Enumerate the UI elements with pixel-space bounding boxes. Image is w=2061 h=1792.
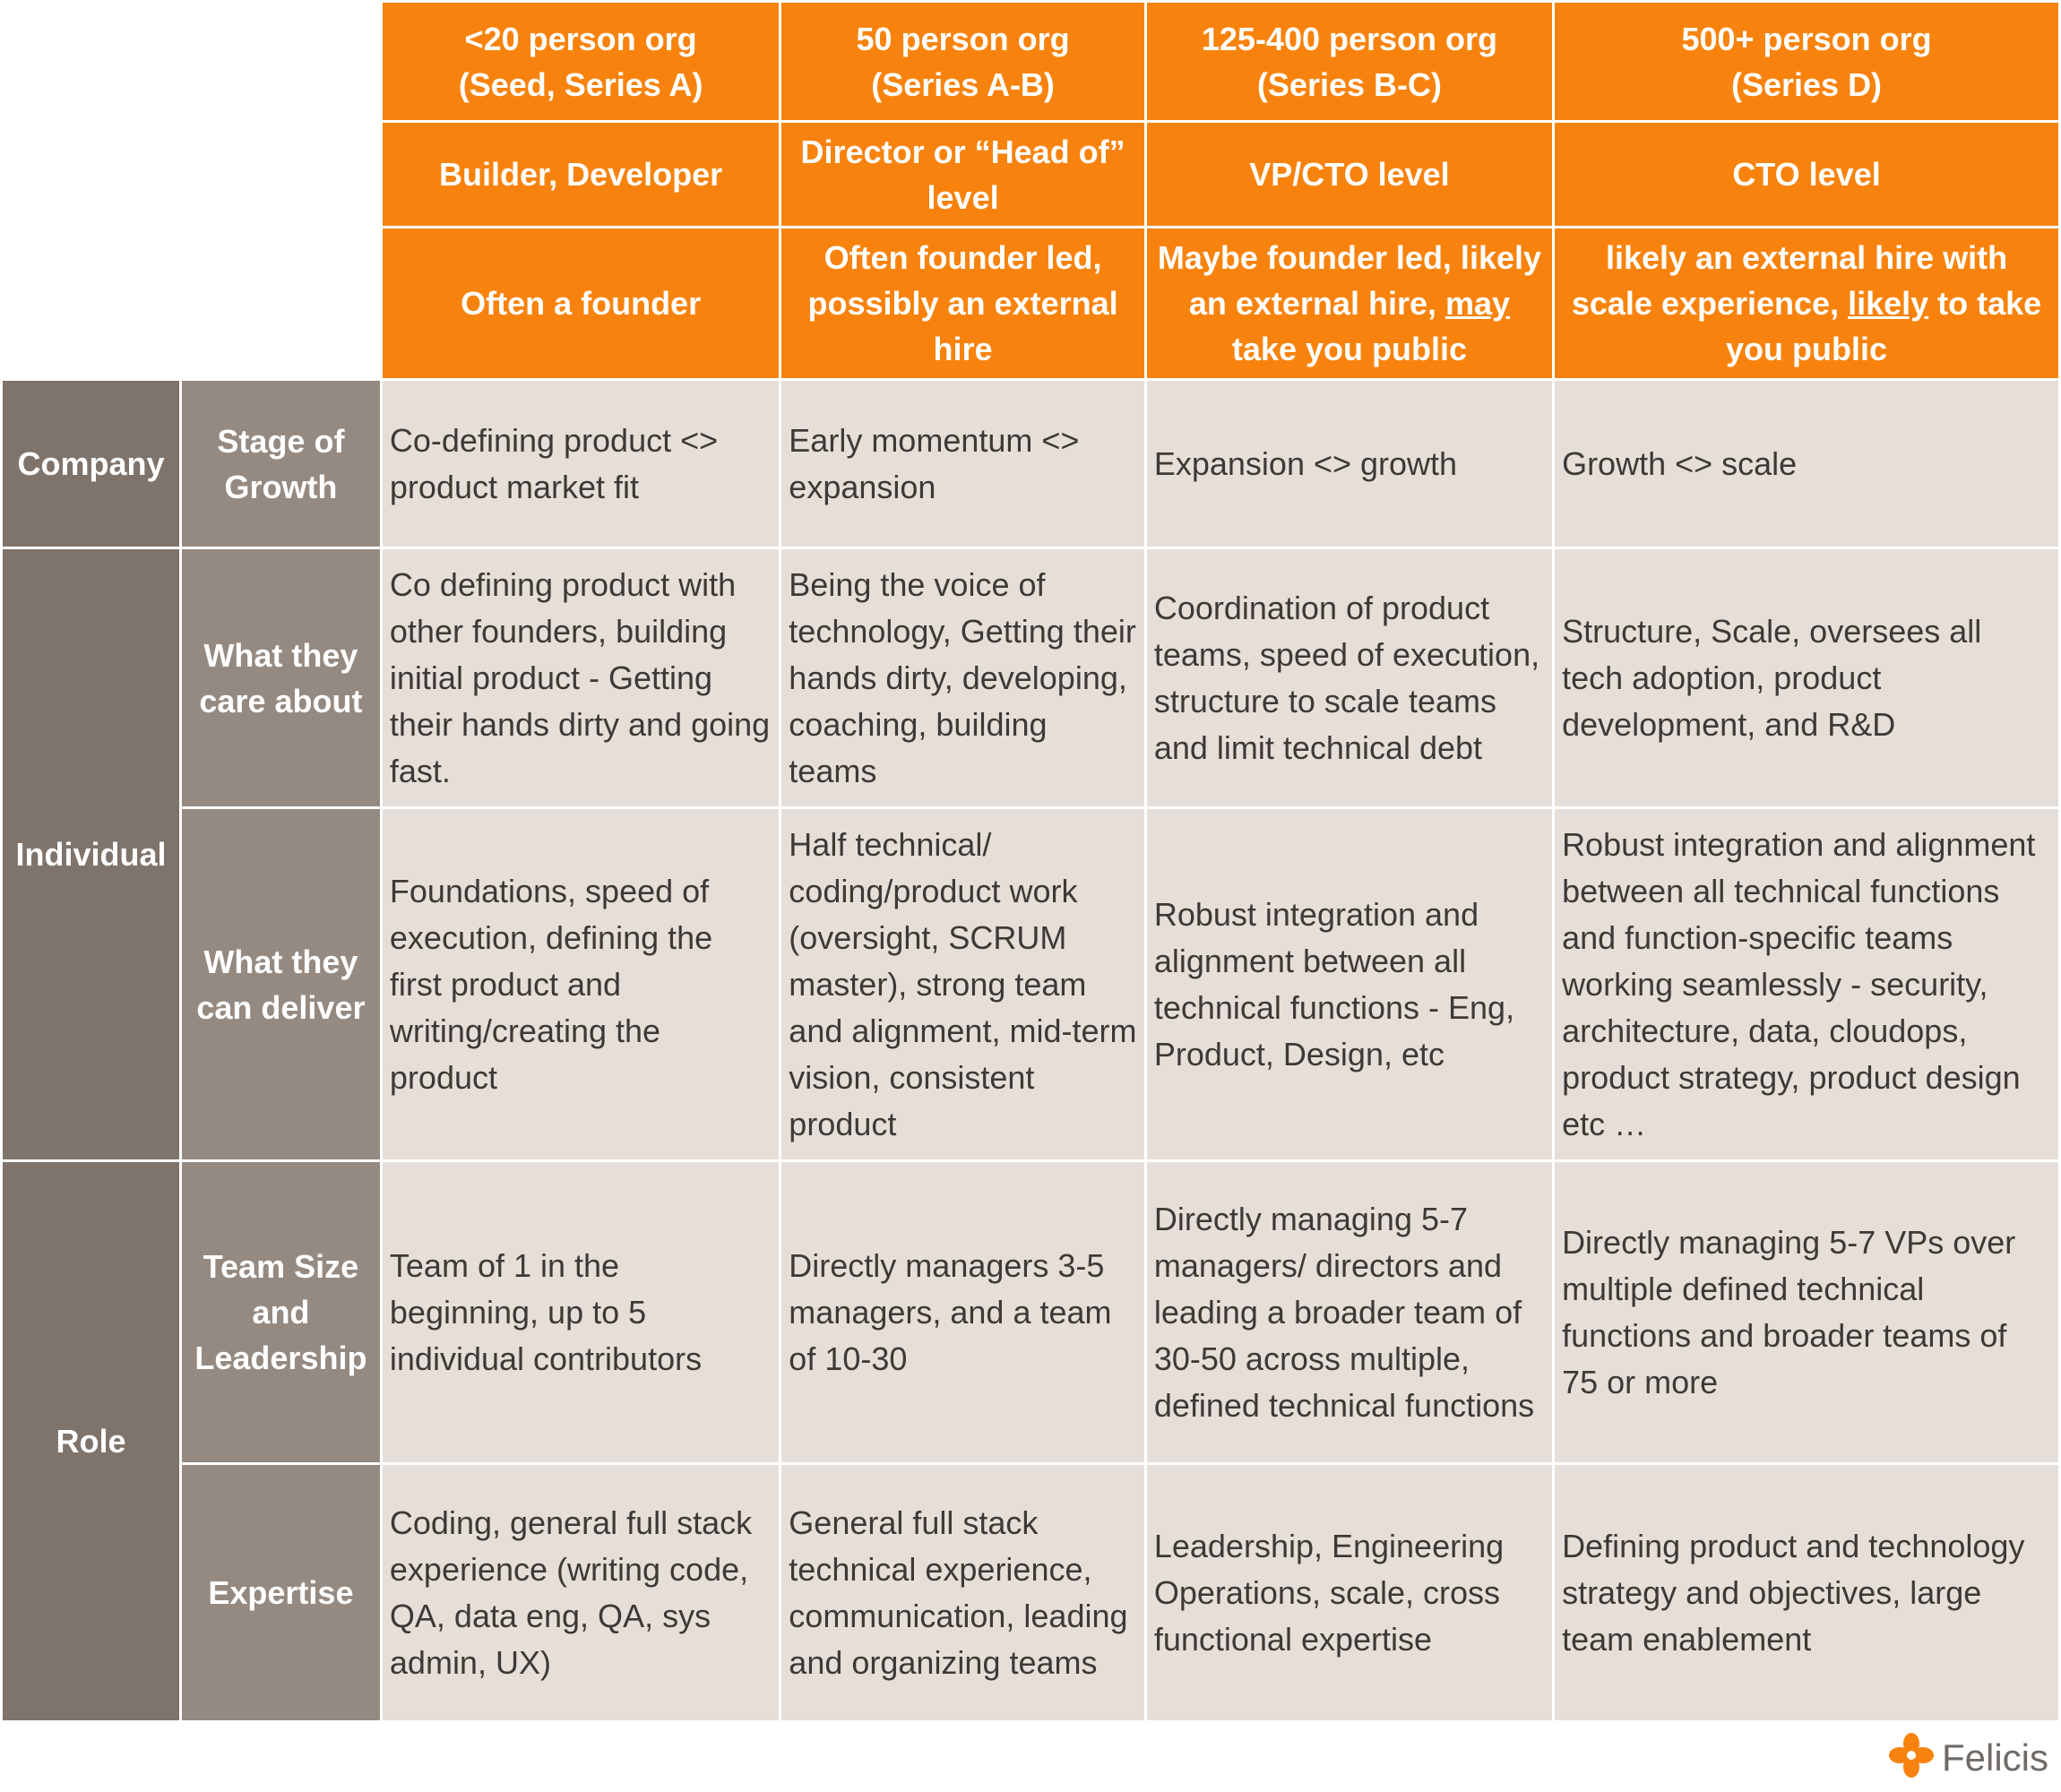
table-cell: Coding, general full stack experience (writing code, QA, data eng, QA, sys admin, UX)	[381, 1464, 780, 1722]
table-cell: Structure, Scale, oversees all tech adoption, product development, and R&D	[1554, 548, 2060, 808]
header-corner	[2, 2, 382, 122]
table-cell: Growth <> scale	[1554, 380, 2060, 548]
table-cell: Being the voice of technology, Getting their hands dirty, developing, coaching, building teams	[780, 548, 1146, 808]
header-row-level	[2, 122, 2060, 228]
header-org-size-2: 50 person org (Series A-B)	[780, 2, 1146, 122]
header-level-1: Builder, Developer	[381, 122, 780, 228]
header-level-4: CTO level	[1554, 122, 2060, 228]
row-team-size-and-leadership	[2, 1161, 2060, 1464]
table-cell: Coordination of product teams, speed of execution, structure to scale teams and limit technical debt	[1145, 548, 1553, 808]
row-label: Expertise	[180, 1464, 381, 1722]
logo-wordmark: Felicis	[1941, 1736, 2048, 1779]
header-org-size-4: 500+ person org (Series D)	[1554, 2, 2060, 122]
row-label: Team Size and Leadership	[180, 1161, 381, 1464]
header-level-3: VP/CTO level	[1145, 122, 1553, 228]
row-label: What they can deliver	[180, 808, 381, 1161]
emphasis-may: may	[1444, 285, 1511, 322]
table-cell: Directly managing 5-7 VPs over multiple defined technical functions and broader teams of 75 or more	[1554, 1161, 2060, 1464]
table-cell: Co defining product with other founders, building initial product - Getting their hands dirty and going fast.	[381, 548, 780, 808]
table-cell: Leadership, Engineering Operations, scale, cross functional expertise	[1145, 1464, 1553, 1722]
header-origin-1: Often a founder	[381, 228, 780, 380]
table-cell: Half technical/ coding/product work (oversight, SCRUM master), strong team and alignment, mid-term vision, consistent product	[780, 808, 1146, 1161]
table-cell: Foundations, speed of execution, defining the first product and writing/creating the product	[381, 808, 780, 1161]
table-cell: Robust integration and alignment between all technical functions and function-specific teams working seamlessly - security, architecture, data, cloudops, product strategy, product design etc …	[1554, 808, 2060, 1161]
row-expertise	[2, 1464, 2060, 1722]
section-company: Company	[2, 380, 181, 548]
header-origin-4: likely an external hire with scale experience, likely to take you public	[1554, 228, 2060, 380]
header-corner-2	[2, 122, 382, 228]
table-cell: General full stack technical experience, communication, leading and organizing teams	[780, 1464, 1146, 1722]
row-what-they-can-deliver	[2, 808, 2060, 1161]
table-cell: Early momentum <> expansion	[780, 380, 1146, 548]
row-label: Stage of Growth	[180, 380, 381, 548]
felicis-logo	[1888, 1732, 2048, 1783]
table-cell: Defining product and technology strategy and objectives, large team enablement	[1554, 1464, 2060, 1722]
table-cell: Co-defining product <> product market fit	[381, 380, 780, 548]
felicis-clover-icon	[1888, 1732, 1935, 1783]
row-stage-of-growth	[2, 380, 2060, 548]
table-cell: Directly managers 3-5 managers, and a team of 10-30	[780, 1161, 1146, 1464]
section-role: Role	[2, 1161, 181, 1722]
header-org-size-3: 125-400 person org (Series B-C)	[1145, 2, 1553, 122]
header-row-org-size	[2, 2, 2060, 122]
row-what-they-care-about	[2, 548, 2060, 808]
header-origin-2: Often founder led, possibly an external hire	[780, 228, 1146, 380]
header-level-2: Director or “Head of” level	[780, 122, 1146, 228]
emphasis-likely: likely	[1848, 285, 1929, 322]
section-individual: Individual	[2, 548, 181, 1161]
table-cell: Directly managing 5-7 managers/ directors and leading a broader team of 30-50 across multiple, defined technical functions	[1145, 1161, 1553, 1464]
table-cell: Team of 1 in the beginning, up to 5 individual contributors	[381, 1161, 780, 1464]
header-corner-3	[2, 228, 382, 380]
header-row-origin	[2, 228, 2060, 380]
header-org-size-1: <20 person org (Seed, Series A)	[381, 2, 780, 122]
header-origin-3: Maybe founder led, likely an external hire, may take you public	[1145, 228, 1553, 380]
table-cell: Robust integration and alignment between all technical functions - Eng, Product, Design, etc	[1145, 808, 1553, 1161]
row-label: What they care about	[180, 548, 381, 808]
table-cell: Expansion <> growth	[1145, 380, 1553, 548]
